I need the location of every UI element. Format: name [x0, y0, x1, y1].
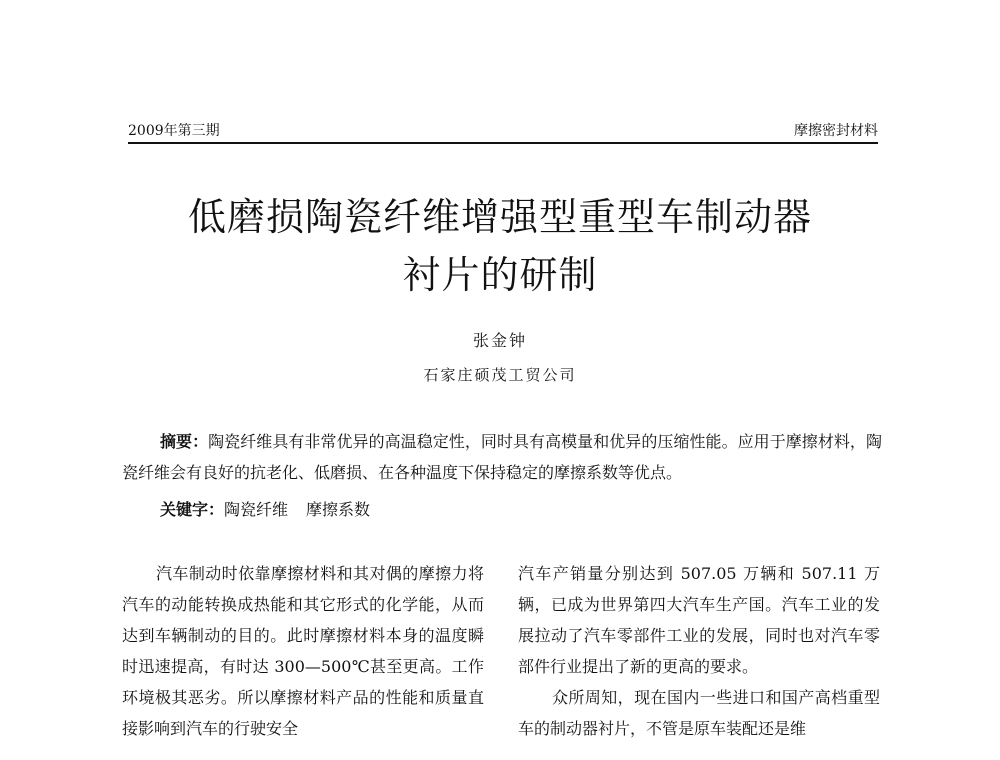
abstract [122, 426, 882, 488]
paper-title-line-1: 低磨损陶瓷纤维增强型重型车制动器 [187, 195, 812, 239]
author-affiliation: 石家庄硕茂工贸公司 [423, 366, 577, 384]
author-name: 张金钟 [472, 331, 527, 350]
body-column-right [518, 558, 880, 744]
keyword-item: 陶瓷纤维 [224, 500, 289, 519]
running-header [128, 116, 878, 144]
keywords [160, 494, 370, 525]
keywords-label: 关键字： [160, 500, 225, 519]
abstract-label: 摘要： [160, 432, 209, 451]
body-paragraph: 众所周知，现在国内一些进口和国产高档重型车的制动器衬片，不管是原车装配还是维 [518, 688, 880, 738]
body-column-left [122, 558, 484, 744]
keyword-item: 摩擦系数 [306, 500, 371, 519]
journal-name: 摩擦密封材料 [794, 123, 878, 139]
body-paragraph: 汽车制动时依靠摩擦材料和其对偶的摩擦力将汽车的动能转换成热能和其它形式的化学能，从而达到车辆制动的目的。此时摩擦材料本身的温度瞬时迅速提高，有时达 300—500℃甚至更高。工作环境极其恶劣。所以摩擦材料产品的性能和质量直接影响到汽车的行驶安全 [122, 564, 484, 738]
body-paragraph: 汽车产销量分别达到 507.05 万辆和 507.11 万辆，已成为世界第四大汽车生产国。汽车工业的发展拉动了汽车零部件工业的发展，同时也对汽车零部件行业提出了新的更高的要求。 [518, 564, 880, 676]
paper-title-line-2: 衬片的研制 [402, 253, 598, 297]
issue-label: 2009年第三期 [128, 123, 220, 139]
abstract-text: 陶瓷纤维具有非常优异的高温稳定性，同时具有高模量和优异的压缩性能。应用于摩擦材料，陶瓷纤维会有良好的抗老化、低磨损、在各种温度下保持稳定的摩擦系数等优点。 [122, 432, 882, 482]
